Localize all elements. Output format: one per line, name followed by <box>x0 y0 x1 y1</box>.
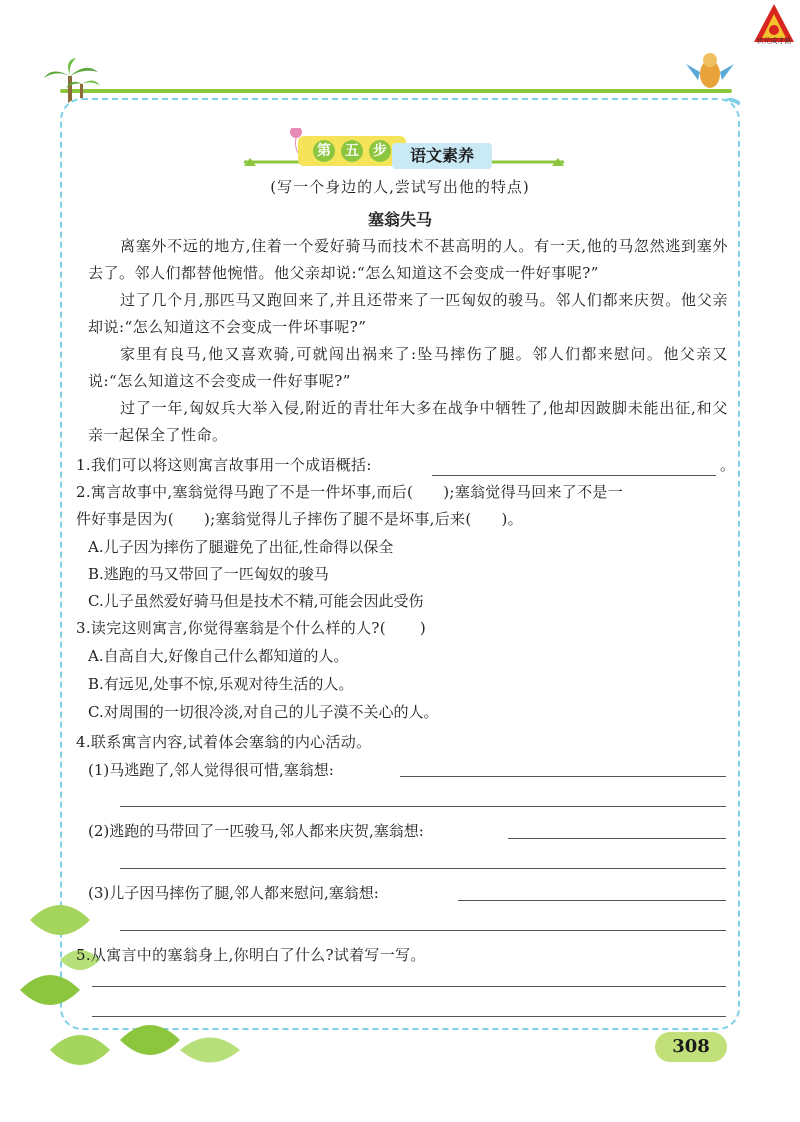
question-3-option-a: A.自高自大,好像自己什么都知道的人。 <box>88 647 349 665</box>
question-4-sub-2-line-1[interactable] <box>508 838 726 839</box>
step-char-2: 五 <box>341 140 363 162</box>
story-paragraph-2: 过了几个月,那匹马又跑回来了,并且还带来了一匹匈奴的骏马。邻人们都来庆贺。他父亲却说:“怎么知道这不会变成一件坏事呢?” <box>88 291 728 336</box>
story-paragraph-3: 家里有良马,他又喜欢骑,可就闯出祸来了:坠马摔伤了腿。邻人们都来慰问。他父亲又说:“怎么知道这不会变成一件好事呢?” <box>88 345 728 390</box>
step-char-1: 第 <box>313 140 335 162</box>
question-2-option-c: C.儿子虽然爱好骑马但是技术不精,可能会因此受伤 <box>88 592 424 610</box>
question-3: 3.读完这则寓言,你觉得塞翁是个什么样的人?( ) <box>76 619 427 637</box>
question-4-sub-3-line-2[interactable] <box>120 930 726 931</box>
question-1-answer-line[interactable] <box>432 475 716 476</box>
question-4-sub-1-line-1[interactable] <box>400 776 726 777</box>
page-number: 308 <box>655 1032 727 1062</box>
logo-text: 状元成才路 <box>756 37 792 45</box>
question-4-sub-2: (2)逃跑的马带回了一匹骏马,邻人都来庆贺,塞翁想: <box>88 822 424 840</box>
question-5: 5.从寓言中的塞翁身上,你明白了什么?试着写一写。 <box>76 946 426 964</box>
question-3-option-c: C.对周围的一切很冷淡,对自己的儿子漠不关心的人。 <box>88 703 439 721</box>
question-4-sub-3-line-1[interactable] <box>458 900 726 901</box>
story-title: 塞翁失马 <box>367 210 432 229</box>
question-2-option-a: A.儿子因为摔伤了腿避免了出征,性命得以保全 <box>88 538 394 556</box>
question-5-line-1[interactable] <box>92 986 726 987</box>
section-label: 语文素养 <box>392 143 492 169</box>
top-green-line <box>60 89 732 93</box>
question-2-line-2: 件好事是因为( );塞翁觉得儿子摔伤了腿不是坏事,后来( )。 <box>76 510 523 528</box>
question-1-text: 1.我们可以将这则寓言故事用一个成语概括: <box>76 456 372 474</box>
step-char-3: 步 <box>369 140 391 162</box>
story-paragraph-1: 离塞外不远的地方,住着一个爱好骑马而技术不甚高明的人。有一天,他的马忽然逃到塞外去了。邻人们都替他惋惜。他父亲却说:“怎么知道这不会变成一件好事呢?” <box>88 237 728 282</box>
question-4: 4.联系寓言内容,试着体会塞翁的内心活动。 <box>76 733 372 751</box>
leaves-decoration-icon <box>20 880 260 1080</box>
question-4-sub-3: (3)儿子因马摔伤了腿,邻人都来慰问,塞翁想: <box>88 884 379 902</box>
step-badge <box>298 136 406 166</box>
question-4-sub-1-line-2[interactable] <box>120 806 726 807</box>
question-5-line-2[interactable] <box>92 1016 726 1017</box>
question-1-end: 。 <box>720 456 736 474</box>
subtitle: (写一个身边的人,尝试写出他的特点) <box>270 178 530 196</box>
question-4-sub-1: (1)马逃跑了,邻人觉得很可惜,塞翁想: <box>88 761 334 779</box>
story-paragraph-4: 过了一年,匈奴兵大举入侵,附近的青壮年大多在战争中牺牲了,他却因跛脚未能出征,和父亲一起保全了性命。 <box>88 399 728 444</box>
question-3-option-b: B.有远见,处事不惊,乐观对待生活的人。 <box>88 675 354 693</box>
question-4-sub-2-line-2[interactable] <box>120 868 726 869</box>
question-2-line-1: 2.寓言故事中,塞翁觉得马跑了不是一件坏事,而后( );塞翁觉得马回来了不是一 <box>76 483 624 501</box>
question-2-option-b: B.逃跑的马又带回了一匹匈奴的骏马 <box>88 565 329 583</box>
